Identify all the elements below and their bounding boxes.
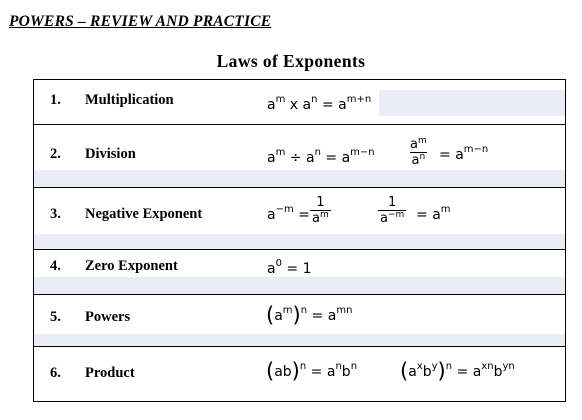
law-name: Negative Exponent xyxy=(85,206,203,222)
negative-exponent-fraction: $\frac{1}{a^m}$ xyxy=(312,195,329,226)
row-shading xyxy=(34,277,565,294)
law-row-powers xyxy=(34,295,565,347)
row-shading xyxy=(34,334,565,346)
negative-exponent-formula: $a^{-m}$ = xyxy=(267,204,310,223)
table-title: Laws of Exponents xyxy=(216,51,366,71)
powers-formula: $(a^m)^n = a^{mn}$ xyxy=(266,303,353,327)
division-formula: $a^m \div a^n = a^{m-n}$ xyxy=(267,147,375,166)
law-name: Multiplication xyxy=(85,92,174,108)
row-shading xyxy=(34,234,565,249)
product-formula: $(ab)^n = a^nb^n$ xyxy=(266,359,358,383)
division-fraction-result: = $a^{m-n}$ xyxy=(439,144,489,163)
law-row-zero-exponent xyxy=(34,250,565,295)
law-name: Product xyxy=(85,365,135,381)
law-row-product xyxy=(34,347,565,401)
law-name: Zero Exponent xyxy=(85,258,178,274)
negative-exponent-reciprocal: $\frac{1}{a^{-m}}$ xyxy=(380,195,405,226)
law-number: 3. xyxy=(50,206,61,222)
law-name: Division xyxy=(85,146,136,162)
law-row-multiplication xyxy=(34,80,565,125)
zero-exponent-formula: $a^0 = 1$ xyxy=(267,258,312,277)
product-formula-general: $(a^xb^y)^n = a^{xn}b^{yn}$ xyxy=(400,359,515,383)
law-name: Powers xyxy=(85,309,131,325)
laws-table xyxy=(33,79,566,402)
law-number: 6. xyxy=(50,365,61,381)
multiplication-formula: $a^m$ x $a^n = a^{m+n}$ xyxy=(267,94,372,113)
row-shading xyxy=(379,90,565,116)
document-title: POWERS – REVIEW AND PRACTICE xyxy=(9,13,272,30)
law-number: 5. xyxy=(50,309,61,325)
law-number: 1. xyxy=(50,92,61,108)
division-fraction: $\frac{a^m}{a^n}$ xyxy=(410,136,427,168)
law-number: 4. xyxy=(50,258,61,274)
law-row-division xyxy=(34,125,565,188)
law-row-negative-exponent xyxy=(34,188,565,250)
negative-exponent-result: = $a^m$ xyxy=(416,204,451,223)
row-shading xyxy=(34,170,565,187)
law-number: 2. xyxy=(50,146,61,162)
